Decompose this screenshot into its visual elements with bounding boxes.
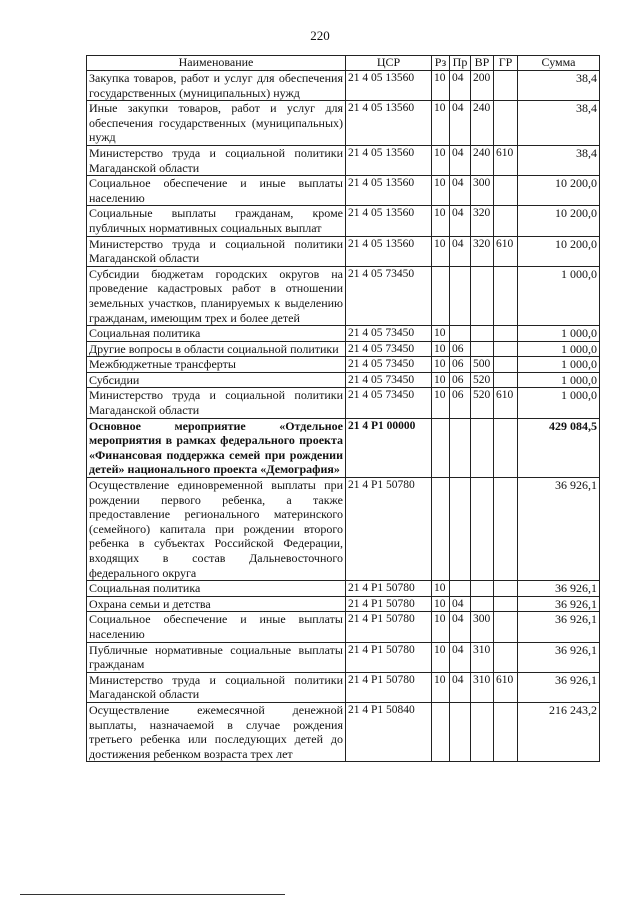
row-rz: 10 [432,642,450,672]
row-rz: 10 [432,341,450,357]
row-pr [450,702,471,761]
row-vr: 520 [471,388,494,418]
row-sum: 36 926,1 [518,596,600,612]
table-row [87,642,600,672]
row-vr [471,702,494,761]
row-name: Закупка товаров, работ и услуг для обеспечения государственных (муниципальных) нужд [87,71,346,101]
table-body [87,71,600,762]
row-vr [471,478,494,581]
row-csr: 21 4 P1 50780 [346,581,432,597]
header-vr: ВР [471,56,494,71]
row-vr [471,581,494,597]
row-sum: 1 000,0 [518,341,600,357]
row-csr: 21 4 05 73450 [346,326,432,342]
table-row [87,101,600,146]
row-name: Публичные нормативные социальные выплаты гражданам [87,642,346,672]
header-gr: ГР [494,56,518,71]
row-vr: 300 [471,176,494,206]
row-sum: 429 084,5 [518,418,600,477]
row-pr: 04 [450,206,471,236]
row-sum: 1 000,0 [518,372,600,388]
row-csr: 21 4 05 13560 [346,236,432,266]
table-row [87,478,600,581]
row-gr [494,341,518,357]
row-pr: 04 [450,71,471,101]
row-pr: 04 [450,145,471,175]
table-row [87,672,600,702]
row-csr: 21 4 P1 00000 [346,418,432,477]
row-gr [494,612,518,642]
row-csr: 21 4 05 73450 [346,266,432,325]
row-rz: 10 [432,357,450,373]
row-pr [450,581,471,597]
row-name: Министерство труда и социальной политики Магаданской области [87,388,346,418]
row-name: Охрана семьи и детства [87,596,346,612]
row-vr: 240 [471,101,494,146]
row-rz: 10 [432,71,450,101]
row-rz: 10 [432,206,450,236]
table-row [87,418,600,477]
table-row [87,388,600,418]
row-rz: 10 [432,388,450,418]
row-name: Субсидии бюджетам городских округов на проведение кадастровых работ в отношении земельных участков, планируемых к выделению гражданам, имеющим трех и более детей [87,266,346,325]
row-vr [471,266,494,325]
row-pr: 04 [450,596,471,612]
row-gr [494,326,518,342]
row-sum: 1 000,0 [518,326,600,342]
row-vr: 320 [471,236,494,266]
row-rz [432,418,450,477]
row-name: Министерство труда и социальной политики Магаданской области [87,145,346,175]
table-row [87,357,600,373]
row-pr: 04 [450,672,471,702]
row-vr: 300 [471,612,494,642]
row-name: Социальная политика [87,326,346,342]
header-sum: Сумма [518,56,600,71]
row-name: Министерство труда и социальной политики Магаданской области [87,672,346,702]
table-row [87,581,600,597]
budget-table [86,55,600,762]
row-pr [450,478,471,581]
row-rz: 10 [432,176,450,206]
row-pr: 06 [450,357,471,373]
row-csr: 21 4 P1 50840 [346,702,432,761]
row-gr [494,176,518,206]
row-csr: 21 4 05 13560 [346,71,432,101]
row-csr: 21 4 05 73450 [346,388,432,418]
row-rz [432,266,450,325]
row-pr: 04 [450,101,471,146]
table-row [87,176,600,206]
row-gr [494,372,518,388]
row-name: Осуществление ежемесячной денежной выплаты, назначаемой в случае рождения третьего ребенка или последующих детей до достижения ребенком возраста трех лет [87,702,346,761]
row-rz: 10 [432,236,450,266]
row-sum: 10 200,0 [518,176,600,206]
row-name: Осуществление единовременной выплаты при рождении первого ребенка, а также предоставление регионального материнского (семейного) капитала при рождении второго ребенка в субъектах Российской Федерации, входящих в состав Дальневосточного федерального округа [87,478,346,581]
row-sum: 36 926,1 [518,478,600,581]
row-sum: 216 243,2 [518,702,600,761]
table-header-row [87,56,600,71]
table-row [87,612,600,642]
row-csr: 21 4 P1 50780 [346,478,432,581]
row-name: Другие вопросы в области социальной политики [87,341,346,357]
row-gr [494,596,518,612]
row-name: Социальное обеспечение и иные выплаты населению [87,612,346,642]
row-gr [494,357,518,373]
row-vr: 320 [471,206,494,236]
row-gr [494,478,518,581]
row-vr [471,418,494,477]
row-vr: 520 [471,372,494,388]
row-name: Социальное обеспечение и иные выплаты населению [87,176,346,206]
table-row [87,236,600,266]
row-pr: 04 [450,612,471,642]
header-pr: Пр [450,56,471,71]
row-sum: 36 926,1 [518,612,600,642]
row-sum: 36 926,1 [518,672,600,702]
row-gr [494,581,518,597]
row-gr: 610 [494,236,518,266]
row-vr: 500 [471,357,494,373]
row-rz: 10 [432,145,450,175]
header-rz: Рз [432,56,450,71]
row-rz [432,702,450,761]
row-vr: 240 [471,145,494,175]
table-row [87,145,600,175]
row-name: Социальные выплаты гражданам, кроме публичных нормативных социальных выплат [87,206,346,236]
row-sum: 1 000,0 [518,357,600,373]
table-row [87,266,600,325]
row-gr [494,702,518,761]
row-csr: 21 4 05 13560 [346,145,432,175]
row-pr: 04 [450,176,471,206]
row-csr: 21 4 05 73450 [346,372,432,388]
row-rz: 10 [432,596,450,612]
row-rz: 10 [432,612,450,642]
row-pr: 04 [450,642,471,672]
row-rz: 10 [432,101,450,146]
table-row [87,71,600,101]
row-gr [494,642,518,672]
row-gr [494,71,518,101]
row-csr: 21 4 05 13560 [346,101,432,146]
row-gr: 610 [494,388,518,418]
row-sum: 38,4 [518,145,600,175]
row-csr: 21 4 05 73450 [346,357,432,373]
header-name: Наименование [87,56,346,71]
row-sum: 10 200,0 [518,206,600,236]
row-pr: 06 [450,372,471,388]
row-name: Межбюджетные трансферты [87,357,346,373]
row-rz [432,478,450,581]
row-sum: 1 000,0 [518,266,600,325]
row-rz: 10 [432,672,450,702]
row-gr [494,266,518,325]
row-csr: 21 4 05 13560 [346,206,432,236]
row-vr [471,596,494,612]
table-row [87,596,600,612]
page-number: 220 [310,28,330,43]
row-vr: 200 [471,71,494,101]
row-gr: 610 [494,145,518,175]
row-gr [494,206,518,236]
row-csr: 21 4 05 13560 [346,176,432,206]
row-name: Иные закупки товаров, работ и услуг для обеспечения государственных (муниципальных) нужд [87,101,346,146]
table-row [87,341,600,357]
table-row [87,702,600,761]
header-csr: ЦСР [346,56,432,71]
table-row [87,372,600,388]
row-gr: 610 [494,672,518,702]
row-name: Субсидии [87,372,346,388]
footer-divider [20,894,285,895]
row-pr [450,266,471,325]
row-pr: 04 [450,236,471,266]
row-sum: 38,4 [518,101,600,146]
row-gr [494,101,518,146]
table-row [87,326,600,342]
row-pr [450,326,471,342]
row-vr [471,326,494,342]
row-sum: 38,4 [518,71,600,101]
row-pr [450,418,471,477]
row-vr: 310 [471,642,494,672]
row-sum: 10 200,0 [518,236,600,266]
row-csr: 21 4 P1 50780 [346,596,432,612]
row-csr: 21 4 05 73450 [346,341,432,357]
row-gr [494,418,518,477]
table-row [87,206,600,236]
row-csr: 21 4 P1 50780 [346,612,432,642]
row-name: Министерство труда и социальной политики Магаданской области [87,236,346,266]
row-csr: 21 4 P1 50780 [346,672,432,702]
row-rz: 10 [432,372,450,388]
row-rz: 10 [432,581,450,597]
row-pr: 06 [450,388,471,418]
row-sum: 36 926,1 [518,581,600,597]
row-vr [471,341,494,357]
row-vr: 310 [471,672,494,702]
row-csr: 21 4 P1 50780 [346,642,432,672]
row-name: Социальная политика [87,581,346,597]
row-sum: 36 926,1 [518,642,600,672]
row-rz: 10 [432,326,450,342]
row-name: Основное мероприятие «Отдельное мероприятия в рамках федерального проекта «Финансовая поддержка семей при рождении детей» национального проекта «Демография» [87,418,346,477]
row-pr: 06 [450,341,471,357]
row-sum: 1 000,0 [518,388,600,418]
